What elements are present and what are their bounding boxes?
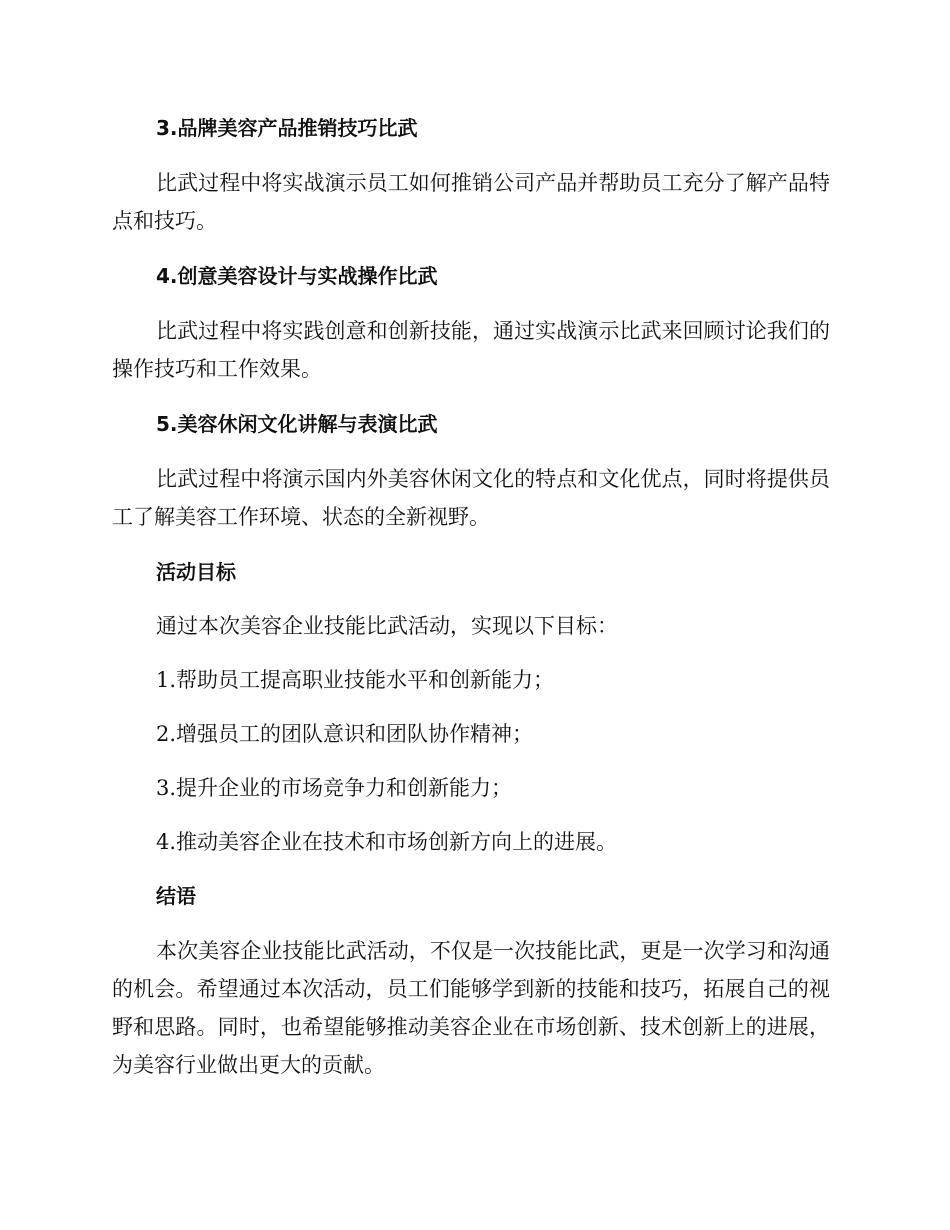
goal-item-2: 2.增强员工的团队意识和团队协作精神； [156,722,534,746]
goals-intro: 通过本次美容企业技能比武活动，实现以下目标： [156,614,618,638]
section-paragraph-5: 比武过程中将演示国内外美容休闲文化的特点和文化优点，同时将提供员工了解美容工作环境、状态的全新视野。 [112,467,830,529]
section-heading-4: 4.创意美容设计与实战操作比武 [156,264,438,288]
goal-item-1: 1.帮助员工提高职业技能水平和创新能力； [156,668,555,692]
goal-item-3: 3.提升企业的市场竞争力和创新能力； [156,776,513,800]
section-paragraph-4: 比武过程中将实践创意和创新技能，通过实战演示比武来回顾讨论我们的操作技巧和工作效果。 [112,319,830,381]
document-page [112,110,830,1084]
goals-heading: 活动目标 [156,560,236,584]
section-heading-5: 5.美容休闲文化讲解与表演比武 [156,412,438,436]
goal-item-4: 4.推动美容企业在技术和市场创新方向上的进展。 [156,830,618,854]
section-heading-3: 3.品牌美容产品推销技巧比武 [156,116,418,140]
section-paragraph-3: 比武过程中将实战演示员工如何推销公司产品并帮助员工充分了解产品特点和技巧。 [112,171,830,233]
conclusion-paragraph: 本次美容企业技能比武活动，不仅是一次技能比武，更是一次学习和沟通的机会。希望通过本次活动，员工们能够学到新的技能和技巧，拓展自己的视野和思路。同时，也希望能够推动美容企业在市场创新、技术创新上的进展，为美容行业做出更大的贡献。 [112,939,830,1077]
conclusion-heading: 结语 [156,884,196,908]
